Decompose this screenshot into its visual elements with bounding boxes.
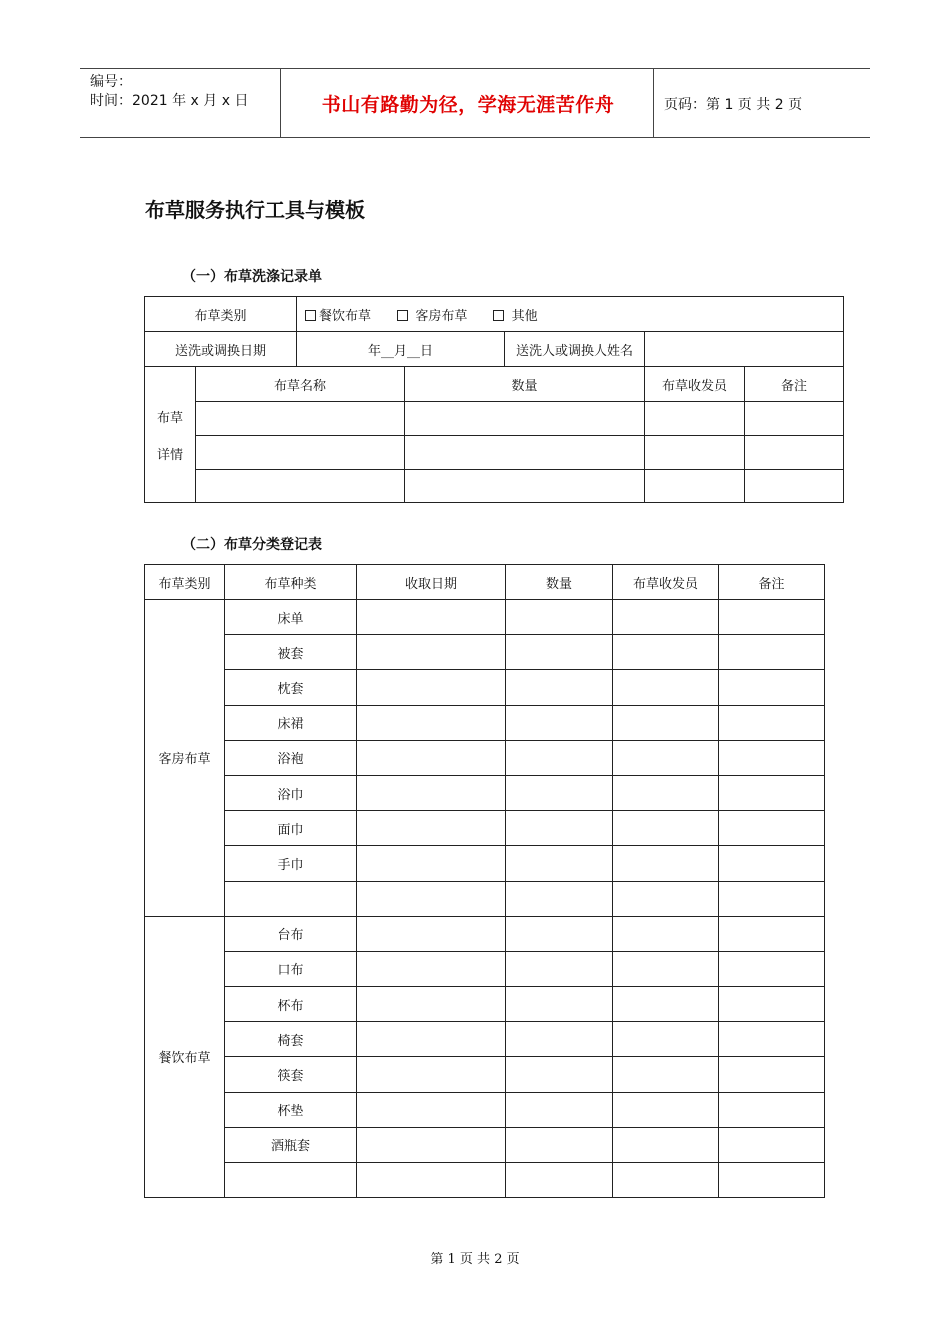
table-cell[interactable] (506, 811, 613, 846)
column-header: 备注 (745, 367, 844, 402)
table-cell[interactable] (719, 1127, 825, 1162)
table-cell[interactable] (613, 846, 719, 881)
checkbox-icon[interactable] (493, 310, 504, 321)
table-cell[interactable] (506, 1127, 613, 1162)
table-cell[interactable] (506, 916, 613, 951)
column-header: 数量 (506, 565, 613, 600)
table-cell[interactable] (196, 436, 405, 470)
item-name: 椅套 (225, 1022, 357, 1057)
table-cell[interactable] (506, 1022, 613, 1057)
item-name: 床单 (225, 600, 357, 635)
item-name: 口布 (225, 951, 357, 986)
item-name: 浴袍 (225, 740, 357, 775)
person-label: 送洗人或调换人姓名 (505, 332, 645, 367)
option-dining[interactable]: 餐饮布草 (305, 309, 371, 324)
table-cell[interactable] (719, 1057, 825, 1092)
table-cell[interactable] (357, 881, 506, 916)
table-row (145, 881, 825, 916)
table-cell[interactable] (719, 1163, 825, 1198)
table-cell[interactable] (506, 1092, 613, 1127)
item-name (225, 881, 357, 916)
table-cell[interactable] (405, 402, 645, 436)
column-header: 布草收发员 (645, 367, 745, 402)
table-cell[interactable] (613, 1163, 719, 1198)
table-row (145, 951, 825, 986)
date-value[interactable]: 年__月__日 (297, 332, 505, 367)
table-cell[interactable] (506, 635, 613, 670)
table-cell[interactable] (357, 740, 506, 775)
item-name: 面巾 (225, 811, 357, 846)
table-cell[interactable] (357, 846, 506, 881)
motto: 书山有路勤为径，学海无涯苦作舟 (321, 94, 615, 116)
table-cell[interactable] (719, 740, 825, 775)
table-row (145, 1092, 825, 1127)
table-cell[interactable] (613, 1022, 719, 1057)
table-cell[interactable] (506, 775, 613, 810)
table-cell[interactable] (613, 987, 719, 1022)
item-name: 被套 (225, 635, 357, 670)
document-title: 布草服务执行工具与模板 (145, 198, 365, 222)
table-cell[interactable] (357, 1127, 506, 1162)
person-value[interactable] (645, 332, 844, 367)
table-cell[interactable] (719, 775, 825, 810)
table-cell[interactable] (719, 846, 825, 881)
detail-label: 布草 详情 (145, 367, 196, 503)
table-cell[interactable] (357, 705, 506, 740)
table-cell[interactable] (357, 1163, 506, 1198)
table-cell[interactable] (506, 951, 613, 986)
group-label: 客房布草 (145, 600, 225, 917)
item-name (225, 1163, 357, 1198)
table-row (145, 436, 844, 470)
table-row (145, 740, 825, 775)
table-cell[interactable] (719, 987, 825, 1022)
column-header: 备注 (719, 565, 825, 600)
table-row (145, 1127, 825, 1162)
table-row (145, 402, 844, 436)
item-name: 筷套 (225, 1057, 357, 1092)
table-cell[interactable] (196, 402, 405, 436)
option-room[interactable]: 客房布草 (397, 309, 467, 324)
table-row (145, 635, 825, 670)
table-cell[interactable] (645, 436, 745, 470)
item-name: 杯垫 (225, 1092, 357, 1127)
table-cell[interactable] (506, 740, 613, 775)
table-row (145, 1057, 825, 1092)
page-info: 页码：第 1 页 共 2 页 (664, 97, 803, 113)
category-label: 布草类别 (145, 297, 297, 332)
table-cell[interactable] (613, 1057, 719, 1092)
time-label: 时间：2021 年 x 月 x 日 (90, 93, 249, 109)
item-name: 台布 (225, 916, 357, 951)
date-label: 送洗或调换日期 (145, 332, 297, 367)
item-name: 浴巾 (225, 775, 357, 810)
table-cell[interactable] (613, 705, 719, 740)
table-row (145, 670, 825, 705)
table-cell[interactable] (719, 951, 825, 986)
table-cell[interactable] (745, 402, 844, 436)
table-cell[interactable] (357, 600, 506, 635)
item-name: 手巾 (225, 846, 357, 881)
table-cell[interactable] (357, 1092, 506, 1127)
column-header: 数量 (405, 367, 645, 402)
category-options (297, 297, 844, 332)
table-row (145, 470, 844, 503)
header-divider (280, 69, 281, 137)
table-row (145, 916, 825, 951)
option-other[interactable]: 其他 (493, 309, 537, 324)
table-row (145, 1163, 825, 1198)
group-label: 餐饮布草 (145, 916, 225, 1198)
table-cell[interactable] (613, 811, 719, 846)
table-cell[interactable] (613, 740, 719, 775)
table-row (145, 846, 825, 881)
table-cell[interactable] (745, 470, 844, 503)
column-header: 布草类别 (145, 565, 225, 600)
table-row (145, 775, 825, 810)
table-row (145, 811, 825, 846)
table-cell[interactable] (745, 436, 844, 470)
table-cell[interactable] (613, 916, 719, 951)
column-header: 收取日期 (357, 565, 506, 600)
table-cell[interactable] (357, 635, 506, 670)
table-cell[interactable] (405, 470, 645, 503)
column-header: 布草收发员 (613, 565, 719, 600)
table-row (145, 987, 825, 1022)
number-label: 编号： (90, 74, 132, 90)
table-cell[interactable] (357, 951, 506, 986)
table-cell[interactable] (613, 670, 719, 705)
item-name: 杯布 (225, 987, 357, 1022)
table-cell[interactable] (506, 846, 613, 881)
page-footer: 第 1 页 共 2 页 (430, 1252, 520, 1267)
table-cell[interactable] (719, 600, 825, 635)
item-name: 枕套 (225, 670, 357, 705)
checkbox-icon[interactable] (305, 310, 316, 321)
table-cell[interactable] (357, 775, 506, 810)
table-cell[interactable] (506, 670, 613, 705)
column-header: 布草名称 (196, 367, 405, 402)
table-cell[interactable] (613, 951, 719, 986)
category-register-table (144, 564, 825, 1198)
column-header: 布草种类 (225, 565, 357, 600)
table-cell[interactable] (719, 916, 825, 951)
table-cell[interactable] (506, 881, 613, 916)
wash-record-table (144, 296, 844, 503)
table-cell[interactable] (506, 1057, 613, 1092)
item-name: 床裙 (225, 705, 357, 740)
table-cell[interactable] (719, 635, 825, 670)
table-row (145, 600, 825, 635)
table-row (145, 1022, 825, 1057)
table-cell[interactable] (719, 811, 825, 846)
table-cell[interactable] (506, 600, 613, 635)
table-cell[interactable] (357, 916, 506, 951)
table-cell[interactable] (613, 881, 719, 916)
item-name: 酒瓶套 (225, 1127, 357, 1162)
table-cell[interactable] (357, 1022, 506, 1057)
table-cell[interactable] (357, 811, 506, 846)
table-row (145, 705, 825, 740)
table-cell[interactable] (645, 402, 745, 436)
table-cell[interactable] (613, 775, 719, 810)
table-cell[interactable] (719, 881, 825, 916)
table-cell[interactable] (357, 670, 506, 705)
table-cell[interactable] (196, 470, 405, 503)
section2-heading: （二）布草分类登记表 (182, 537, 322, 553)
table-cell[interactable] (613, 635, 719, 670)
table-cell[interactable] (719, 705, 825, 740)
table-cell[interactable] (357, 1057, 506, 1092)
table-cell[interactable] (613, 1127, 719, 1162)
table-cell[interactable] (613, 1092, 719, 1127)
table-cell[interactable] (506, 987, 613, 1022)
table-cell[interactable] (719, 1092, 825, 1127)
table-cell[interactable] (357, 987, 506, 1022)
table-cell[interactable] (719, 670, 825, 705)
table-cell[interactable] (613, 600, 719, 635)
table-cell[interactable] (506, 705, 613, 740)
table-cell[interactable] (405, 436, 645, 470)
table-cell[interactable] (719, 1022, 825, 1057)
checkbox-icon[interactable] (397, 310, 408, 321)
section1-heading: （一）布草洗涤记录单 (182, 269, 322, 285)
table-cell[interactable] (506, 1163, 613, 1198)
table-cell[interactable] (645, 470, 745, 503)
